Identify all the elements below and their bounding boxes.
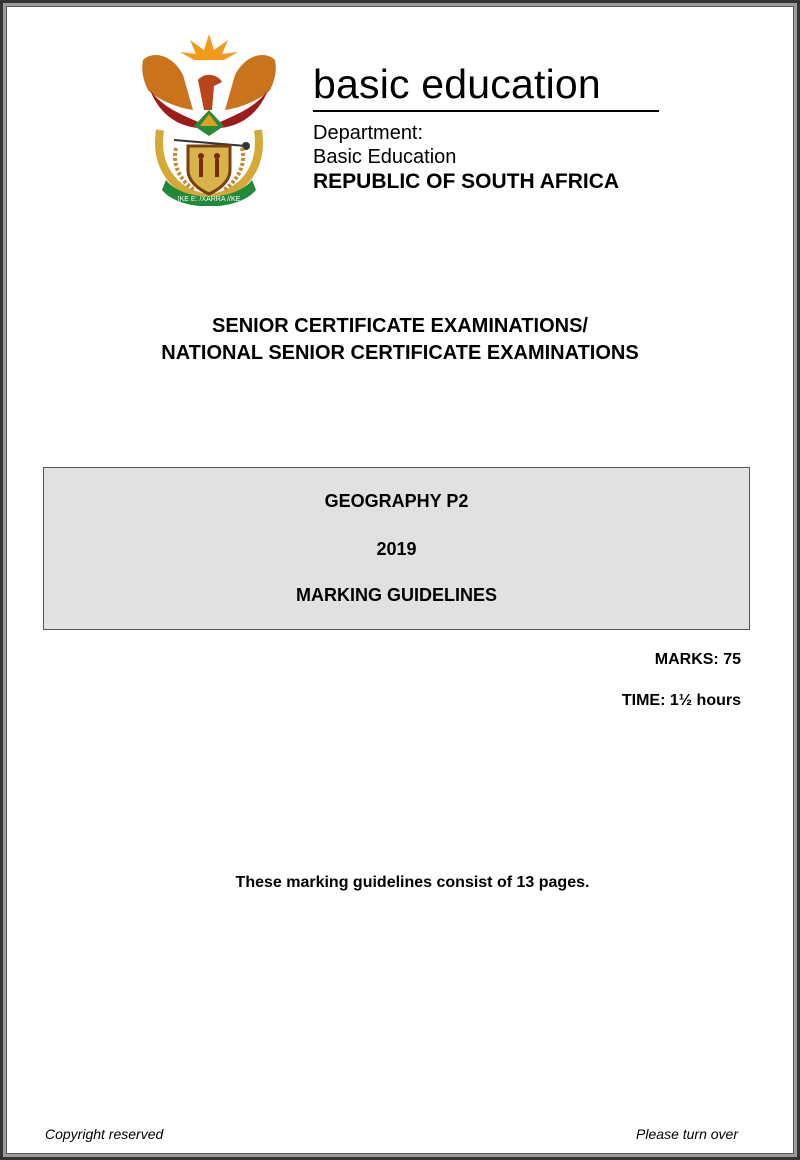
department-label: Department:: [313, 122, 424, 144]
exam-title-line2: NATIONAL SENIOR CERTIFICATE EXAMINATIONS: [161, 342, 639, 364]
exam-title-line1: SENIOR CERTIFICATE EXAMINATIONS/: [212, 315, 588, 337]
marks-total: MARKS: 75: [654, 651, 741, 668]
footer-copyright: Copyright reserved: [45, 1126, 164, 1142]
brand-underline: [313, 110, 659, 112]
exam-year: 2019: [376, 539, 417, 559]
coat-of-arms-logo: [138, 30, 280, 206]
crest-motto: !KE E: /XARRA //KE: [177, 196, 241, 203]
exam-time: TIME: 1½ hours: [621, 692, 741, 709]
department-block: [313, 121, 456, 169]
brand-name: basic education: [313, 61, 601, 107]
department-name: Basic Education: [313, 146, 457, 168]
subject-box: [43, 467, 750, 630]
document-type: MARKING GUIDELINES: [295, 585, 497, 605]
footer-turn-over: Please turn over: [636, 1126, 738, 1142]
page-count-note: These marking guidelines consist of 13 pages.: [235, 874, 590, 891]
country-name: REPUBLIC OF SOUTH AFRICA: [313, 170, 620, 193]
subject-title: GEOGRAPHY P2: [324, 491, 469, 511]
